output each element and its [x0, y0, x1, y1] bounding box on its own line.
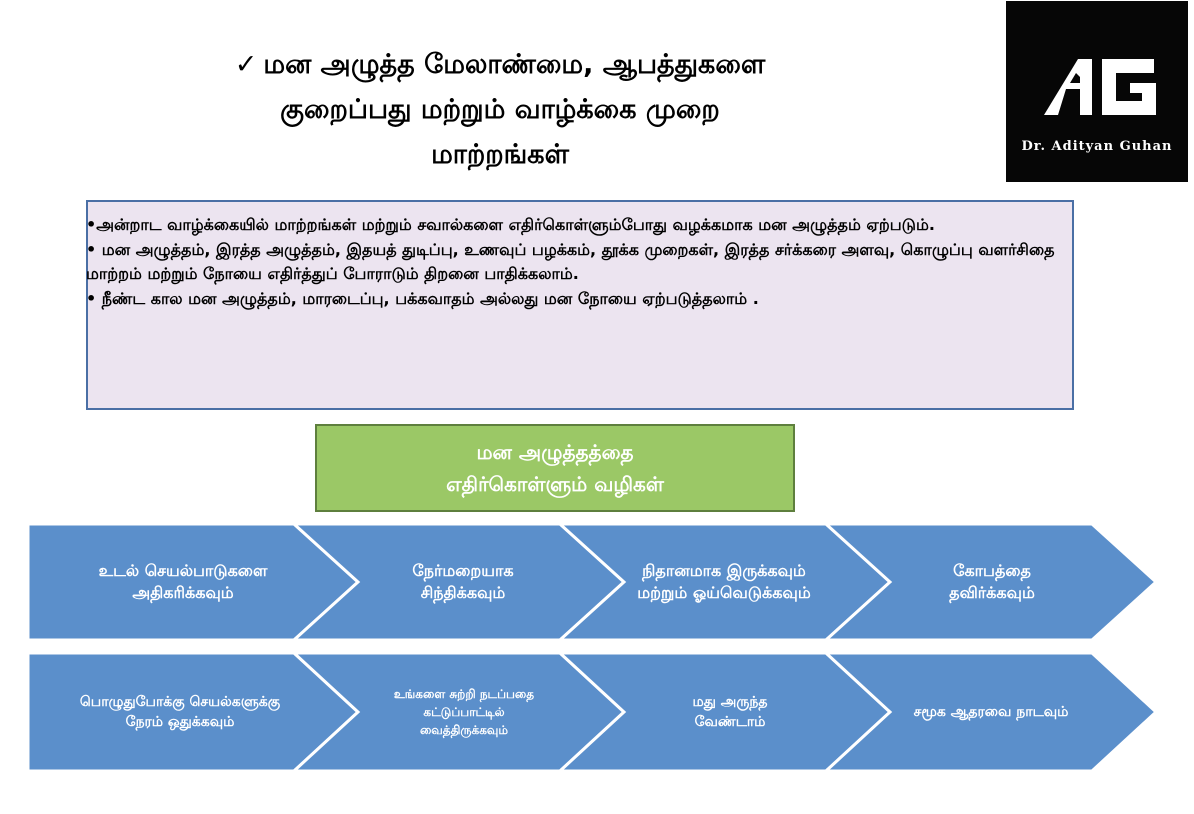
chevron-label: நிதானமாக இருக்கவும் மற்றும் ஓய்வெடுக்கவும்: [637, 561, 811, 602]
title-line-3: மாற்றங்கள்: [431, 139, 569, 170]
chevron-label: உங்களை சுற்றி நடப்பதை கட்டுப்பாட்டில் வைத்திருக்கவும்: [393, 687, 535, 737]
chevron-label: பொழுதுபோக்கு செயல்களுக்கு நேரம் ஒதுக்கவும்: [79, 694, 281, 730]
chevron-label: சமூக ஆதரவை நாடவும்: [913, 704, 1069, 720]
title-text-1: மன அழுத்த மேலாண்மை, ஆபத்துகளை: [263, 49, 766, 80]
chevron-label: நேர்மறையாக சிந்திக்கவும்: [412, 561, 514, 602]
title-line-2: குறைப்பது மற்றும் வாழ்க்கை முறை: [280, 94, 720, 125]
info-bullet: • மன அழுத்தம், இரத்த அழுத்தம், இதயத் துடிப்பு, உணவுப் பழக்கம், தூக்க முறைகள், இரத்த சர்க்கரை அளவு, கொழுப்பு வளர்சிதை மாற்றம் மற்றும் நோயை எதிர்த்துப் போராடும் திறனை பாதிக்கலாம்.: [86, 240, 1055, 283]
chevron-label: உடல் செயல்பாடுகளை அதிகரிக்கவும்: [98, 561, 268, 602]
logo-text: Dr. Adityan Guhan: [1021, 139, 1173, 154]
coping-line-1: மன அழுத்தத்தை: [476, 440, 634, 464]
checkmark-icon: ✓: [234, 49, 258, 80]
coping-line-2: எதிர்கொள்ளும் வழிகள்: [446, 472, 664, 496]
chevron-label: மது அருந்த வேண்டாம்: [692, 694, 768, 730]
chevron-label: கோபத்தை தவிர்க்கவும்: [949, 561, 1035, 602]
info-bullet: •அன்றாட வாழ்க்கையில் மாற்றங்கள் மற்றும் சவால்களை எதிர்கொள்ளும்போது வழக்கமாக மன அழுத்தம் ஏற்படும்.: [86, 215, 935, 234]
info-bullet: • நீண்ட கால மன அழுத்தம், மாரடைப்பு, பக்கவாதம் அல்லது மன நோயை ஏற்படுத்தலாம் .: [86, 289, 759, 308]
